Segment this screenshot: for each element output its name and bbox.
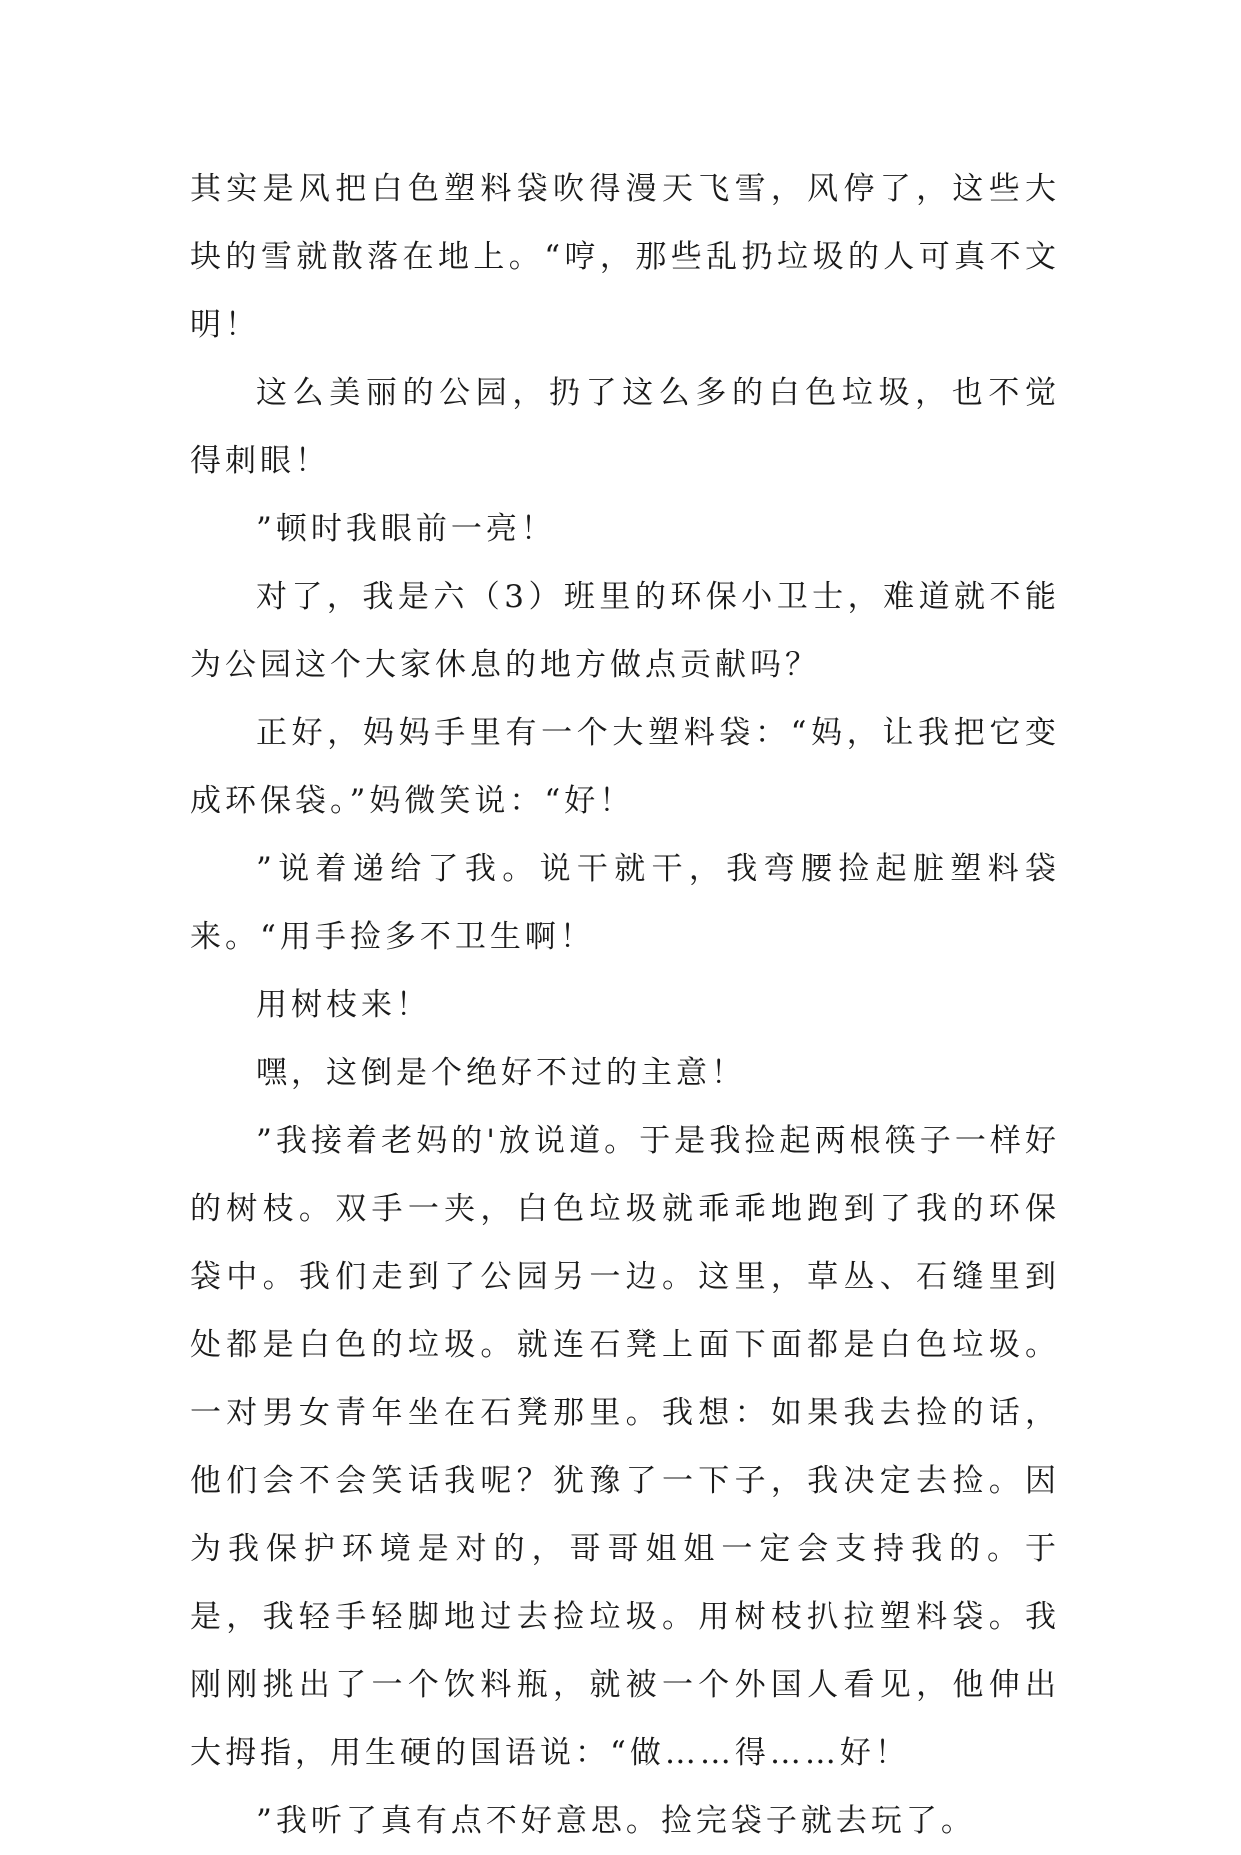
paragraph-3: ”顿时我眼前一亮！ [256,511,556,547]
paragraph-10: ”我听了真有点不好意思。捡完袋子就去玩了。 [256,1803,976,1839]
paragraph-4: 对了，我是六（3）班里的环保小卫士，难道就不能为公园这个大家休息的地方做点贡献吗？ [190,579,1060,683]
body-text [190,155,1060,1855]
paragraph-9: ”我接着老妈的'放说道。于是我捡起两根筷子一样好的树枝。双手一夹，白色垃圾就乖乖地跑到了我的环保袋中。我们走到了公园另一边。这里，草丛、石缝里到处都是白色的垃圾。就连石凳上面下面都是白色垃圾。一对男女青年坐在石凳那里。我想：如果我去捡的话，他们会不会笑话我呢？犹豫了一下子，我决定去捡。因为我保护环境是对的，哥哥姐姐一定会支持我的。于是，我轻手轻脚地过去捡垃圾。用树枝扒拉塑料袋。我刚刚挑出了一个饮料瓶，就被一个外国人看见，他伸出大拇指，用生硬的国语说：“做……得……好！ [190,1123,1060,1771]
paragraph-6: ”说着递给了我。说干就干，我弯腰捡起脏塑料袋来。“用手捡多不卫生啊！ [190,851,1060,955]
paragraph-7: 用树枝来！ [256,987,431,1023]
paragraph-1: 其实是风把白色塑料袋吹得漫天飞雪，风停了，这些大块的雪就散落在地上。“哼，那些乱扔垃圾的人可真不文明！ [190,171,1060,343]
paragraph-2: 这么美丽的公园，扔了这么多的白色垃圾，也不觉得刺眼！ [190,375,1060,479]
paragraph-5: 正好，妈妈手里有一个大塑料袋：“妈，让我把它变成环保袋。”妈微笑说：“好！ [190,715,1060,819]
paragraph-8: 嘿，这倒是个绝好不过的主意！ [256,1055,746,1091]
